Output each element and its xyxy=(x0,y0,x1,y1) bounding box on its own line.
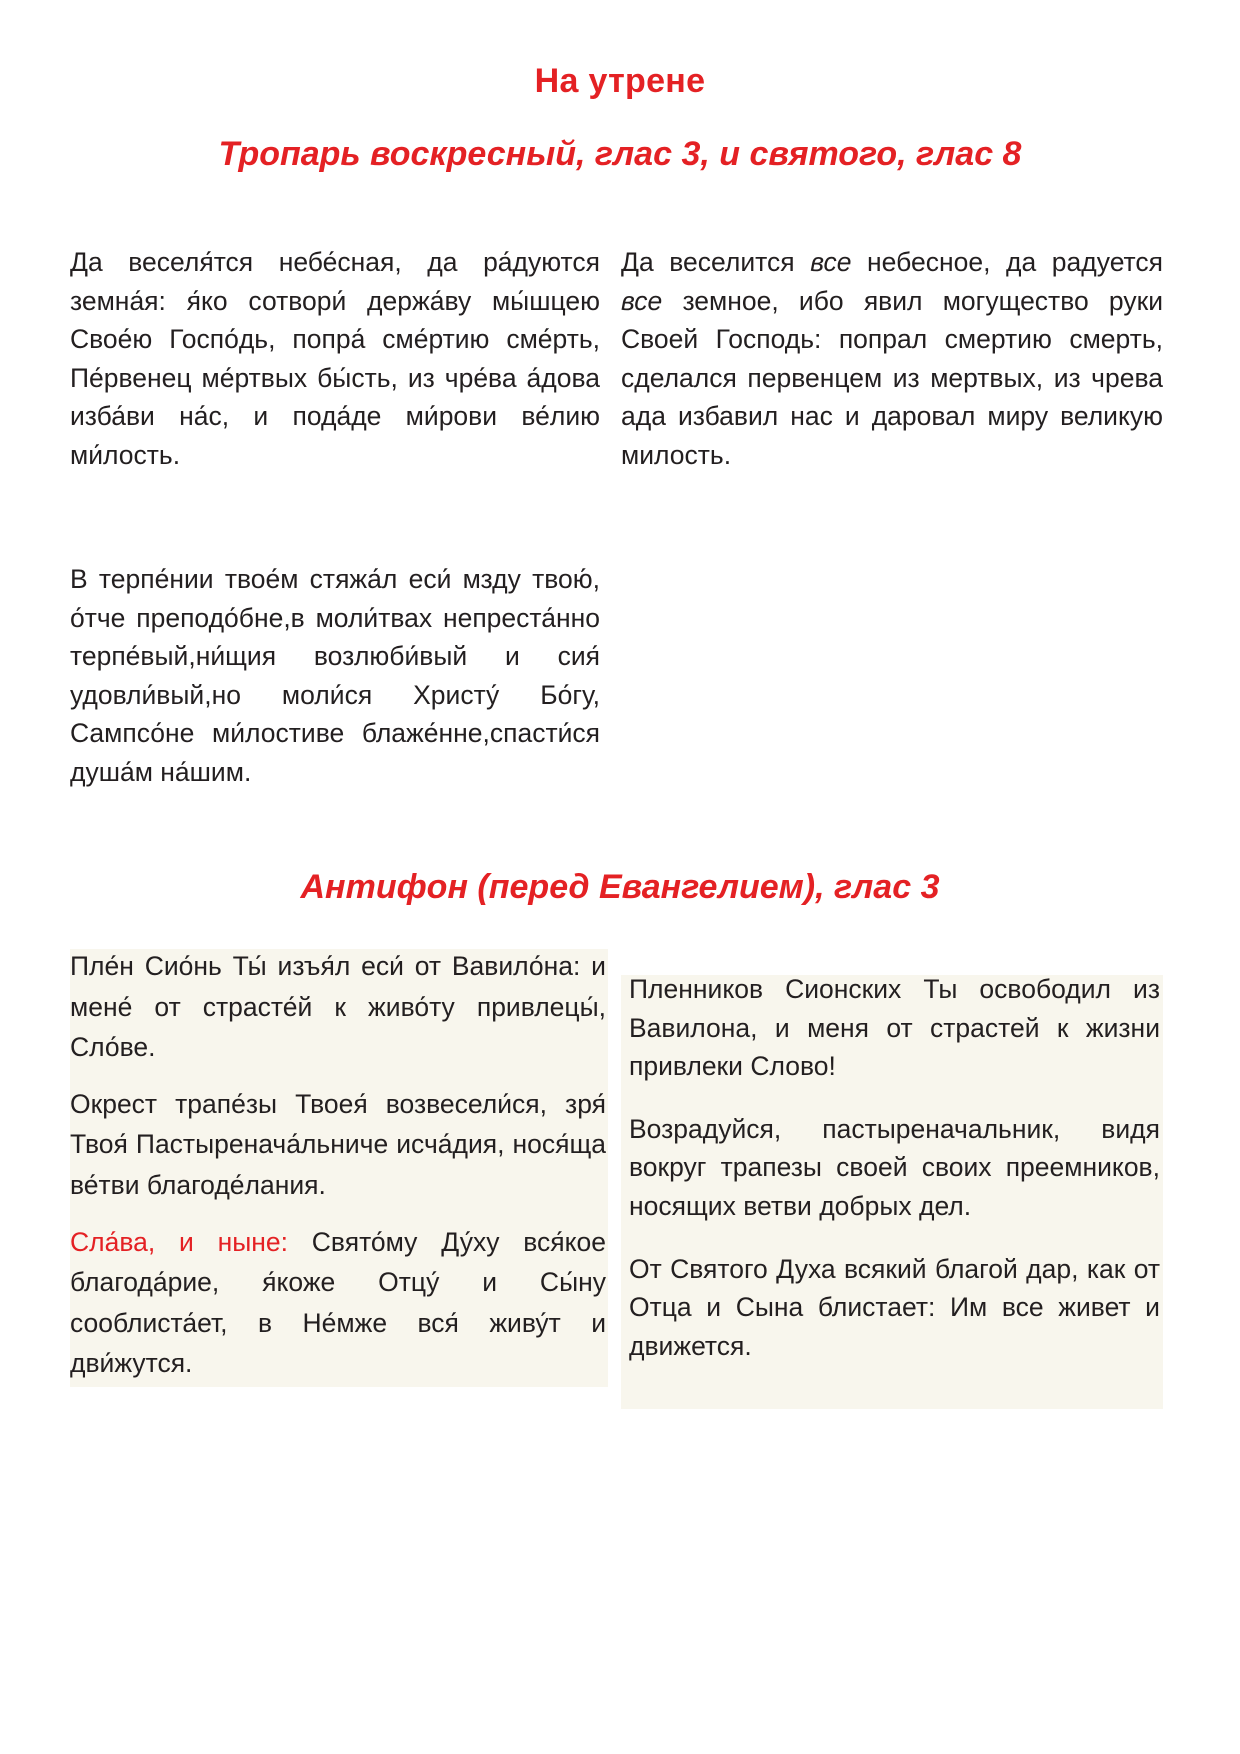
troparion-ru-text xyxy=(621,243,1163,475)
troparion-cs-text: Да веселя́тся небе́сная, да ра́дуются земна́я: я́ко сотвори́ держа́ву мы́шцею Свое́ю Госпо́дь, попра́ сме́ртию сме́рть, Пе́рвенец ме́ртвых бы́сть, из чре́ва а́дова изба́ви на́с, и пода́де ми́рови ве́лию ми́лость. xyxy=(70,247,600,470)
antiphon-church-slavonic xyxy=(70,946,606,1400)
antiphon-ru-verse-1: Пленников Сионских Ты освободил из Вавилона, и меня от страстей к жизни привлеки Слово! xyxy=(629,974,1160,1082)
antiphon-cs-verse-1: Пле́н Сио́нь Ты́ изъя́л еси́ от Вавило́на: и мене́ от страсте́й к живо́ту привлецы́, Сло́ве. xyxy=(70,951,606,1063)
troparion-ru-part1: Да веселится xyxy=(621,247,811,277)
page-title: На утрене xyxy=(534,62,706,100)
troparion-heading: Тропарь воскресный, глас 3, и святого, глас 8 xyxy=(218,135,1022,173)
antiphon-russian xyxy=(629,970,1160,1389)
antiphon-ru-verse-3: От Святого Духа всякий благой дар, как от Отца и Сына блистает: Им все живет и движется. xyxy=(629,1253,1160,1361)
antiphon-cs-verse-2: Окрест трапе́зы Твоея́ возвесели́ся, зря́ Твоя́ Пастыренача́льниче исча́дия, нося́ща ве́тви благоде́лания. xyxy=(70,1088,606,1200)
saint-troparion-text: В терпе́нии твое́м стяжа́л еси́ мзду твою́, о́тче преподо́бне,в моли́твах непреста́нно терпе́вый,ни́щия возлюби́вый и сия́ удовли́вый,но моли́ся Христу́ Бо́гу, Сампсо́не ми́лостиве блаже́нне,спасти́ся душа́м на́шим. xyxy=(70,564,600,787)
troparion-ru-emphasis2: все xyxy=(621,285,663,316)
troparion-ru-part2: небесное, да радуется xyxy=(851,247,1163,277)
troparion-russian xyxy=(621,243,1163,475)
antiphon-cs-glory xyxy=(70,1222,606,1384)
troparion-ru-part3: земное, ибо явил могущество руки Своей Господь: попрал смертию смерть, сделался первенцем из мертвых, из чрева ада избавил нас и даровал миру великую милость. xyxy=(621,285,1163,470)
antiphon-ru-verse-2: Возрадуйся, пастыреначальник, видя вокруг трапезы своей своих преемников, носящих ветви добрых дел. xyxy=(629,1113,1160,1221)
troparion-church-slavonic xyxy=(70,243,600,475)
antiphon-heading: Антифон (перед Евангелием), глас 3 xyxy=(300,868,940,906)
troparion-ru-emphasis1: все xyxy=(810,247,852,277)
saint-troparion-church-slavonic xyxy=(70,560,600,792)
glory-text: Свято́му Ду́ху вся́кое благода́рие, я́коже Отцу́ и Сы́ну сооблиста́ет, в Не́мже вся́ живу́т и дви́жутся. xyxy=(70,1226,606,1379)
glory-label: Сла́ва, и ныне: xyxy=(70,1226,289,1257)
